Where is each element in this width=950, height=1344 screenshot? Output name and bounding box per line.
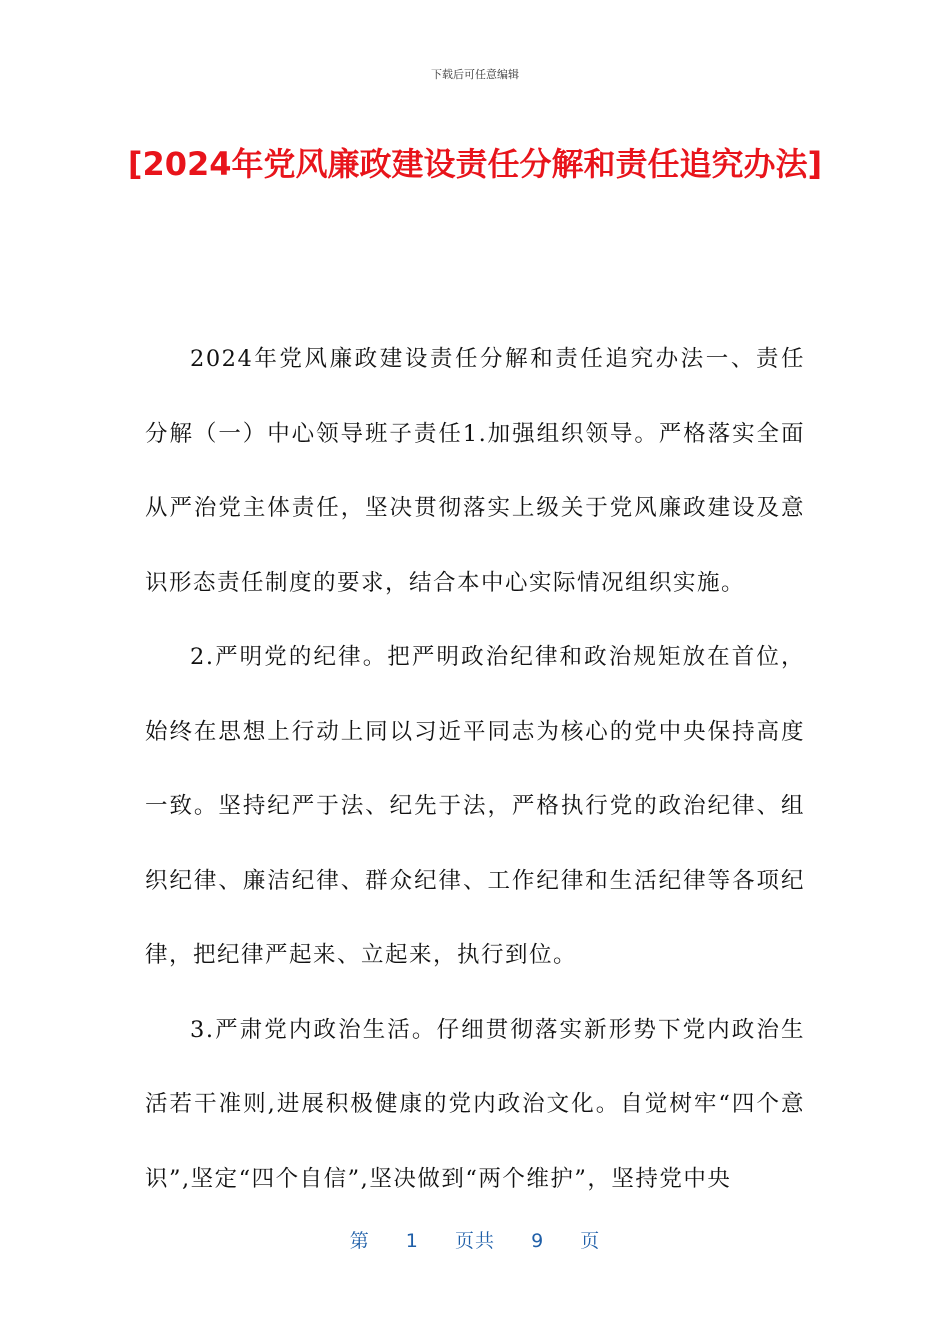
paragraph-1: 2024年党风廉政建设责任分解和责任追究办法一、责任分解（一）中心领导班子责任1.加强组织领导。严格落实全面从严治党主体责任，坚决贯彻落实上级关于党风廉政建设及意识形态责任制度的要求，结合本中心实际情况组织实施。 [145, 346, 805, 596]
footer-current-page: 1 [405, 1230, 419, 1252]
paragraph-2: 2.严明党的纪律。把严明政治纪律和政治规矩放在首位，始终在思想上行动上同以习近平同志为核心的党中央保持高度一致。坚持纪严于法、纪先于法，严格执行党的政治纪律、组织纪律、廉洁纪律、群众纪律、工作纪律和生活纪律等各项纪律，把纪律严起来、立起来，执行到位。 [145, 644, 805, 968]
document-title: [2024年党风廉政建设责任分解和责任追究办法] [127, 145, 823, 183]
footer-total-pages: 9 [531, 1230, 545, 1252]
footer-middle: 页共 [454, 1230, 495, 1252]
page-header-note: 下载后可任意编辑 [431, 68, 519, 81]
paragraph-3: 3.严肃党内政治生活。仔细贯彻落实新形势下党内政治生活若干准则,进展积极健康的党内政治文化。自觉树牢“四个意识”,坚定“四个自信”,坚决做到“两个维护”，坚持党中央 [145, 1016, 805, 1192]
footer-prefix: 第 [349, 1230, 370, 1252]
document-body [145, 322, 805, 1216]
footer-suffix: 页 [580, 1230, 601, 1252]
page-footer [0, 1226, 950, 1253]
